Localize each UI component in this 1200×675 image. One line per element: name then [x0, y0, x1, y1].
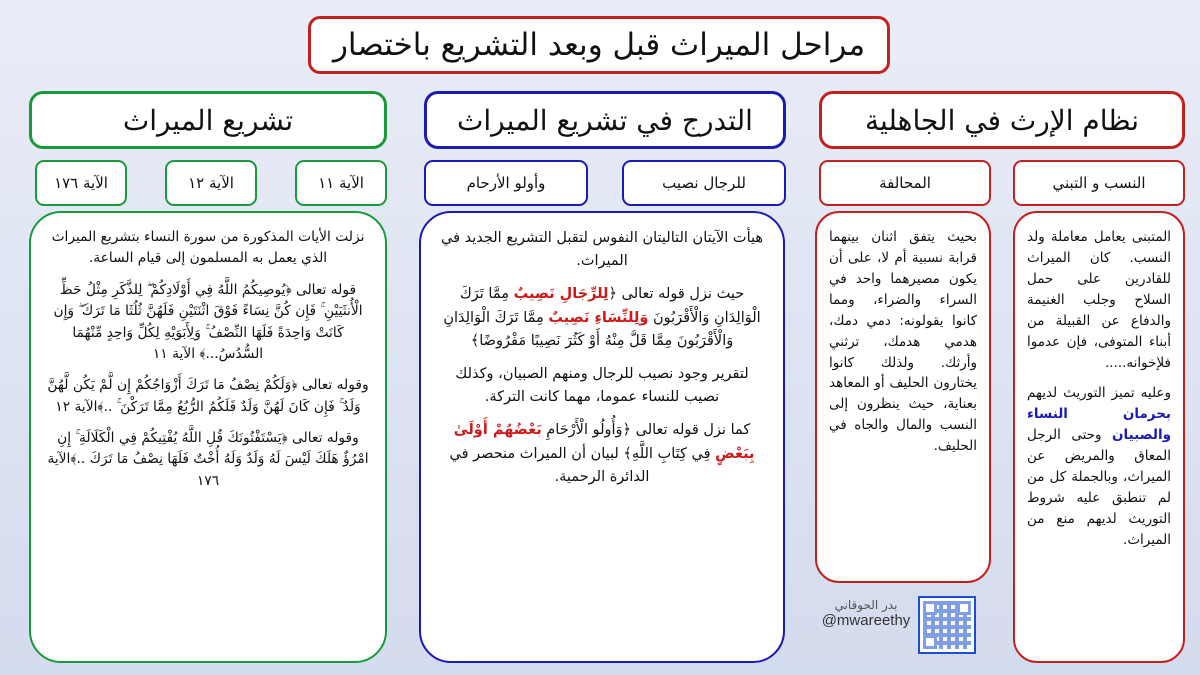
tab-lineage: النسب و التبني [1013, 160, 1185, 206]
gradual-text-2c: مِمَّا تَرَكَ الْوَالِدَانِ وَالْأَقْرَبُونَ مِمَّا قَلَّ مِنْهُ أَوْ كَثُرَ نَصِيبًا مَفْرُوضًا﴾ [443, 309, 734, 349]
lineage-text-2a: وعليه تميز التوريث لديهم [1027, 385, 1171, 402]
heading-jahiliya: نظام الإرث في الجاهلية [819, 91, 1185, 149]
gradual-text-3: لتقرير وجود نصيب للرجال ومنهم الصبيان، وكذلك نصيب للنساء عموما، مهما كانت التركة. [455, 365, 749, 406]
tab-men-share: للرجال نصيب [622, 160, 786, 206]
tab-verse-11: الآية ١١ [295, 160, 387, 206]
lineage-text-2b: وحتى الرجل المعاق والمريض عن الميراث، وبالجملة كل من لم تنطبق عليه شروط التوريث لديهم منع من الميراث. [1027, 427, 1171, 548]
qr-eye-icon [923, 635, 937, 649]
gradual-highlight-women: وَلِلنِّسَاءِ نَصِيبٌ [548, 309, 649, 326]
legislation-verse-12: وقوله تعالى ﴿وَلَكُمْ نِصْفُ مَا تَرَكَ أَزْوَاجُكُمْ إِن لَّمْ يَكُن لَّهُنَّ وَلَدٌ ۚ فَإِن كَانَ لَهُنَّ وَلَدٌ فَلَكُمُ الرُّبُعُ مِمَّا تَرَكْنَ ۚ ..﴾الآية ١٢ [47, 377, 369, 415]
panel-lineage [1013, 211, 1185, 663]
gradual-text-4 [437, 419, 767, 489]
gradual-highlight-men: لِلرِّجَالِ نَصِيبٌ [513, 286, 609, 303]
qr-pattern [923, 601, 971, 649]
page-title: مراحل الميراث قبل وبعد التشريع باختصار [308, 16, 890, 74]
lineage-highlight: بحرمان النساء والصبيان [1027, 406, 1171, 444]
tab-verse-12: الآية ١٢ [165, 160, 257, 206]
lineage-text-1: المتبنى يعامل معاملة ولد النسب. كان الميراث للقادرين على حمل السلاح وجلب الغنيمة والدفاع عن القبيلة من أبناء المتوفى، فإن عدموا فلإخوانه..... [1027, 229, 1171, 371]
legislation-text-1: نزلت الأيات المذكورة من سورة النساء بتشريع الميراث الذي يعمل به المسلمون إلى قيام الساعة. [51, 229, 365, 267]
panel-alliance [815, 211, 991, 583]
gradual-text-4b: فِي كِتَابِ اللَّهِ﴾ لبيان أن الميراث منحصر في الدائرة الرحمية. [449, 445, 716, 485]
alliance-text: بحيث يتفق اثنان بينهما قرابة نسبية أم لا، على أن يكون مصيرهما واحد في السراء والضراء، ومما كانوا يقولونه: دمي دمك، هدمي هدمك، ترثني وأرثك. ولذلك كانوا يختارون الحليف أو المعاهد بعناية، حيث ينظرون إلى النسب والمال والجاه في الحليف. [829, 229, 977, 455]
tab-alliance: المحالفة [819, 160, 991, 206]
legislation-verse-11: قوله تعالى ﴿يُوصِيكُمُ اللَّهُ فِي أَوْلَادِكُمْ ۖ لِلذَّكَرِ مِثْلُ حَظِّ الْأُنثَيَيْنِ ۚ فَإِن كُنَّ نِسَاءً فَوْقَ اثْنَتَيْنِ فَلَهُنَّ ثُلُثَا مَا تَرَكَ ۖ وَإِن كَانَتْ وَاحِدَةً فَلَهَا النِّصْفُ ۚ وَلِأَبَوَيْهِ لِكُلِّ وَاحِدٍ مِّنْهُمَا السُّدُسُ...﴾ الآية ١١ [53, 281, 363, 362]
panel-legislation [29, 211, 387, 663]
tab-verse-176: الآية ١٧٦ [35, 160, 127, 206]
gradual-text-2 [437, 283, 767, 353]
qr-eye-icon [923, 601, 937, 615]
heading-gradual: التدرج في تشريع الميراث [424, 91, 786, 149]
gradual-highlight-kin: بَعْضُهُمْ أَوْلَىٰ بِبَعْضٍ [453, 422, 755, 462]
gradual-text-1: هيأت الآيتان التاليتان النفوس لتقبل التشريع الجديد في الميراث. [440, 230, 764, 270]
author-handle[interactable]: @mwareethy [821, 612, 911, 629]
gradual-text-4a: كما نزل قوله تعالى ﴿وَأُولُو الْأَرْحَامِ [541, 422, 751, 439]
lineage-text-2 [1027, 383, 1171, 550]
gradual-text-2a: حيث نزل قوله تعالى ﴿ [608, 286, 745, 303]
author-name: بدر الحوقاني [834, 598, 898, 612]
heading-legislation: تشريع الميراث [29, 91, 387, 149]
panel-gradual [419, 211, 785, 663]
legislation-verse-176: وقوله تعالى ﴿يَسْتَفْتُونَكَ قُلِ اللَّهُ يُفْتِيكُمْ فِي الْكَلَالَةِ ۚ إِنِ امْرُؤٌ هَلَكَ لَيْسَ لَهُ وَلَدٌ وَلَهُ أُخْتٌ فَلَهَا نِصْفُ مَا تَرَكَ ..﴾الآية ١٧٦ [47, 430, 369, 489]
gradual-text-2b: مِمَّا تَرَكَ الْوَالِدَانِ وَالْأَقْرَبُونَ [459, 286, 761, 326]
qr-eye-icon [957, 601, 971, 615]
tab-kin: وأولو الأرحام [424, 160, 588, 206]
qr-code-icon[interactable] [918, 596, 976, 654]
author-credit [818, 598, 914, 629]
